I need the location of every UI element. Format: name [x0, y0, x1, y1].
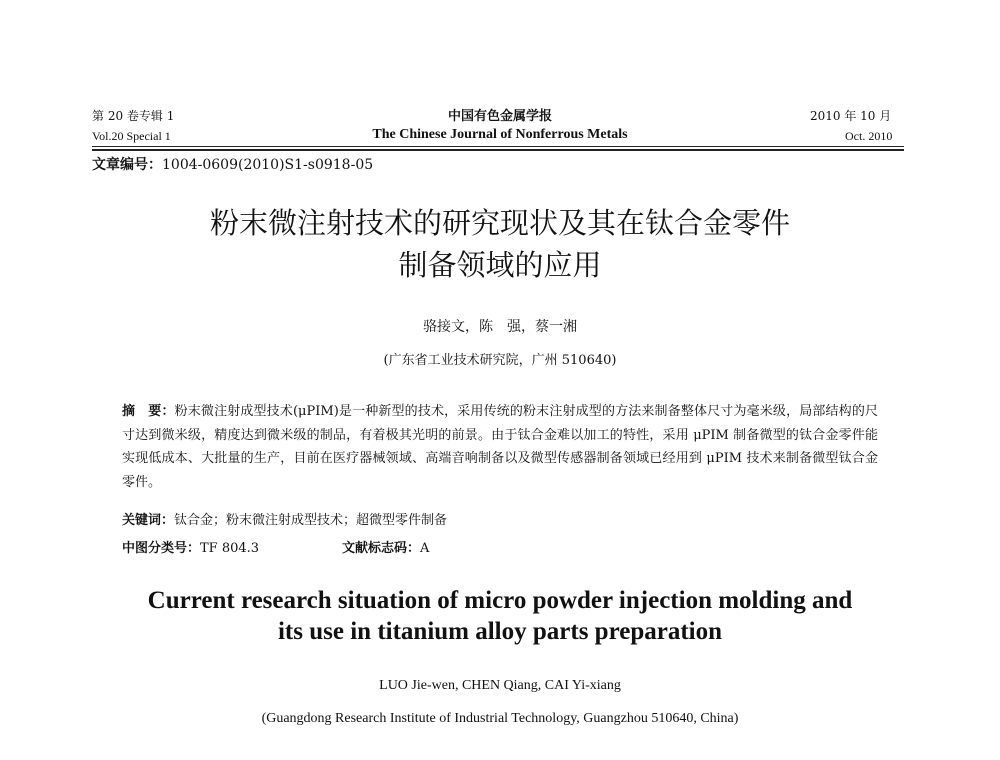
classification-label: 中图分类号： — [122, 541, 201, 556]
keywords-cn — [122, 509, 447, 528]
abstract-text: 粉末微注射成型技术(μPIM)是一种新型的技术，采用传统的粉末注射成型的方法来制备整体尺寸为毫米级，局部结构的尺寸达到微米级，精度达到微米级的制品，有着极其光明的前景。由于钛合金难以加工的特性，采用 μPIM 制备微型的钛合金零件能实现低成本、大批量的生产，目前在医疗器械领域、高端音响制备以及微型传感器制备领域已经用到 μPIM 技术来制备微型钛合金零件。 — [122, 404, 878, 490]
article-number — [92, 154, 373, 174]
authors-en: LUO Jie-wen, CHEN Qiang, CAI Yi-xiang — [379, 678, 621, 693]
volume-cn: 第 20 卷专辑 1 — [92, 109, 175, 123]
abstract-cn — [122, 400, 878, 494]
journal-name-en: The Chinese Journal of Nonferrous Metals — [372, 127, 628, 142]
classification-number — [122, 537, 259, 556]
affiliation-cn: (广东省工业技术研究院，广州 510640) — [383, 353, 617, 368]
journal-name-cn: 中国有色金属学报 — [447, 109, 552, 124]
document-code-label: 文献标志码： — [342, 541, 421, 556]
article-number-value: 1004-0609(2010)S1-s0918-05 — [162, 157, 374, 173]
classification-value: TF 804.3 — [200, 541, 260, 556]
keywords-label: 关键词： — [122, 513, 175, 528]
authors-cn: 骆接文，陈 强，蔡一湘 — [423, 319, 577, 335]
affiliation-en: (Guangdong Research Institute of Industrial Technology, Guangzhou 510640, China) — [261, 711, 739, 726]
title-en-line-1: Current research situation of micro powder injection molding and — [147, 587, 853, 614]
date-cn: 2010 年 10 月 — [810, 109, 892, 123]
title-cn-line-2: 制备领域的应用 — [398, 248, 602, 282]
abstract-label: 摘 要： — [122, 404, 175, 419]
header-rule-thick — [92, 149, 904, 151]
keywords-text: 钛合金；粉末微注射成型技术；超微型零件制备 — [174, 513, 448, 528]
date-en: Oct. 2010 — [845, 129, 893, 143]
header-rule — [92, 146, 904, 147]
document-code — [342, 537, 429, 556]
document-code-value: A — [420, 541, 430, 556]
title-en-line-2: its use in titanium alloy parts preparation — [277, 618, 723, 645]
title-cn-line-1: 粉末微注射技术的研究现状及其在钛合金零件 — [209, 206, 790, 240]
volume-en: Vol.20 Special 1 — [92, 129, 171, 143]
article-number-label: 文章编号： — [92, 157, 162, 173]
